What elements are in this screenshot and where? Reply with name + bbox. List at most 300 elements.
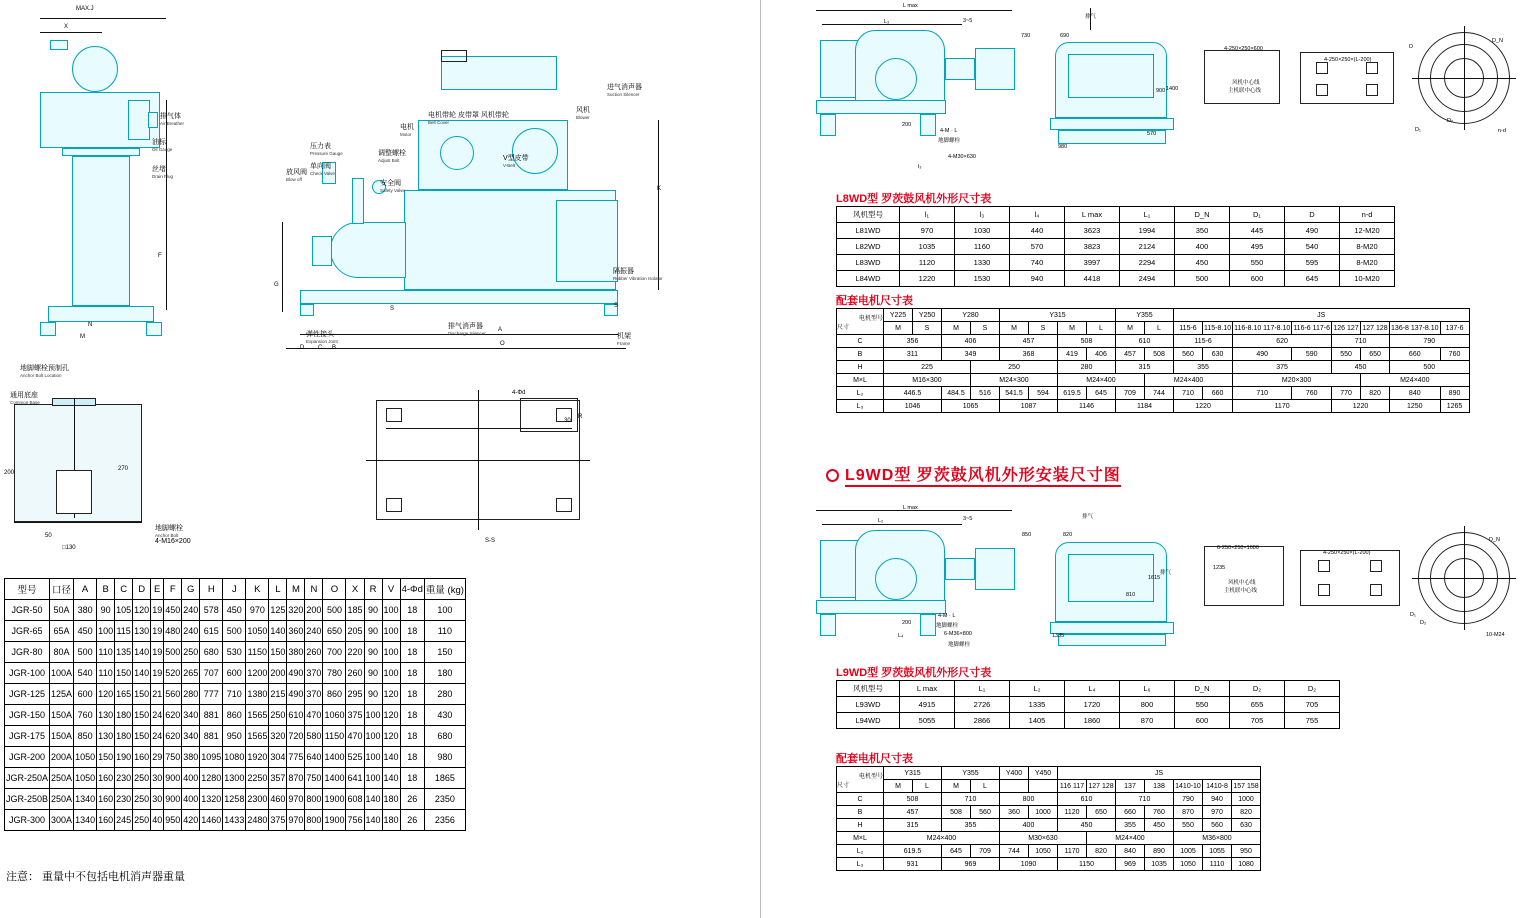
dimension-text-rt-dims-0: L max: [903, 3, 918, 9]
l9-coupling: [945, 558, 975, 580]
dimension-text-rt-dims-22: D₁: [1415, 127, 1421, 133]
cell-r6-c18: 120: [382, 726, 400, 747]
l8wd-col-5: L₁: [1120, 207, 1175, 223]
l9wd-motor-sub-1: L: [913, 780, 942, 793]
l8wd-table-header-row: [837, 207, 1395, 223]
main-table-col-10: J: [223, 579, 246, 600]
check-valve-riser: [352, 178, 364, 224]
dimension-text-19: 4-Φd: [512, 390, 526, 396]
l9wd-motor-cell-r3-c0: M24×400: [884, 832, 1000, 845]
main-table-col-8: G: [182, 579, 200, 600]
l9wd-motor-cell-r2-c0: 315: [884, 819, 942, 832]
main-table-header-row: [5, 579, 466, 600]
l9wd-motor-sub-11: 1410-8: [1203, 780, 1232, 793]
l9wd-motor-cell-r4-c4: 1050: [1029, 845, 1058, 858]
l9wd-cell-r0-c0: L93WD: [837, 697, 900, 713]
l9wd-cell-r0-c1: 4915: [900, 697, 955, 713]
l9wd-motor-cell-r1-c8: 760: [1145, 806, 1174, 819]
l9-foot-right: [920, 614, 936, 636]
dimension-text-15: K: [657, 186, 662, 192]
l8wd-motor-cell-r2-c6: 450: [1332, 361, 1390, 374]
dimension-text-9: G: [274, 282, 279, 288]
l8wd-cell-r1-c5: 2124: [1120, 239, 1175, 255]
l9-motor-block: [820, 540, 860, 598]
l9-fp2-hole-bl: [1318, 584, 1330, 596]
l8wd-cell-r0-c5: 1994: [1120, 223, 1175, 239]
cell-r4-c1: 125A: [50, 684, 74, 705]
dimension-text-rt-dims-18: l₃: [918, 164, 922, 170]
cell-r1-c2: 450: [74, 621, 97, 642]
cell-r9-c5: 250: [133, 789, 151, 810]
l9wd-motor-cell-r0-c7: 1000: [1232, 793, 1261, 806]
l9wd-cell-r0-c7: 655: [1230, 697, 1285, 713]
l9wd-motor-cell-r4-c7: 840: [1116, 845, 1145, 858]
l8wd-cell-r1-c6: 400: [1175, 239, 1230, 255]
cell-r1-c20: 110: [424, 621, 465, 642]
l9wd-col-7: D₂: [1230, 681, 1285, 697]
l8wd-motor-cell-r3-c0: M16×300: [884, 374, 971, 387]
cell-r6-c1: 150A: [50, 726, 74, 747]
cell-r3-c20: 180: [424, 663, 465, 684]
cell-r10-c17: 140: [364, 810, 382, 831]
callout-label-6: 4-M16×200: [155, 538, 191, 545]
l9wd-motor-cell-r4-c9: 1005: [1174, 845, 1203, 858]
cell-r5-c8: 340: [182, 705, 200, 726]
cell-r2-c1: 80A: [50, 642, 74, 663]
cell-r8-c10: 1300: [223, 768, 246, 789]
l8wd-motor-cell-r4-c5: 619.5: [1058, 387, 1087, 400]
l8-dim-l3: [822, 24, 962, 25]
cell-r8-c9: 1280: [200, 768, 223, 789]
cell-r7-c2: 1050: [74, 747, 97, 768]
l8wd-motor-cell-r5-c2: 1087: [1000, 400, 1058, 413]
dimension-text-rt-dims-19: 风机中心线: [1232, 80, 1260, 86]
l8-foot-right: [920, 114, 936, 136]
cell-r2-c11: 1150: [246, 642, 269, 663]
callout-label-13: 电机带轮 皮带罩 风机带轮 Belt Cover: [428, 112, 509, 125]
dimension-text-rt-dims-14: 980: [1058, 144, 1068, 150]
l8wd-motor-cell-r4-c12: 760: [1292, 387, 1332, 400]
l8wd-motor-cell-r4-c13: 770: [1332, 387, 1361, 400]
cell-r9-c20: 2350: [424, 789, 465, 810]
cell-r3-c18: 100: [382, 663, 400, 684]
l8wd-table-body: [837, 223, 1395, 287]
dim-maxj: [40, 18, 166, 19]
cell-r9-c10: 1258: [223, 789, 246, 810]
cell-r9-c18: 180: [382, 789, 400, 810]
l9wd-motor-table-title: 配套电机尺寸表: [836, 753, 913, 765]
cell-r6-c15: 1150: [323, 726, 346, 747]
l9-blower-rotor-circle: [875, 558, 917, 600]
cell-r8-c0: JGR-250A: [5, 768, 50, 789]
dimension-text-6: 270: [118, 466, 129, 472]
cell-r0-c3: 90: [97, 600, 115, 621]
dimension-text-rb-dims-7: 4-250×250×(L-200): [1323, 550, 1371, 556]
l8wd-drawing: [800, 0, 1523, 190]
l8-fp2-hole-bl: [1316, 84, 1328, 96]
front-foot-left: [40, 322, 56, 336]
l8wd-motor-sub-16: 136-8 137-8.10: [1390, 322, 1440, 335]
l8wd-motor-cell-r1-c13: 660: [1390, 348, 1440, 361]
base-plan-hole-bl: [386, 498, 402, 512]
dimension-text-18: S-S: [485, 538, 496, 544]
cell-r3-c12: 200: [269, 663, 287, 684]
dimension-text-20: 30: [564, 418, 571, 424]
cell-r10-c2: 1340: [74, 810, 97, 831]
main-table-body: [5, 600, 466, 831]
l8wd-motor-cell-r3-c4: M20×300: [1233, 374, 1361, 387]
l8wd-cell-r2-c7: 550: [1230, 255, 1285, 271]
cell-r8-c8: 400: [182, 768, 200, 789]
dimension-text-13: A: [498, 327, 503, 333]
l9wd-motor-group-2: Y400: [1000, 767, 1029, 780]
l9wd-col-1: L max: [900, 681, 955, 697]
l8wd-cell-r0-c1: 970: [900, 223, 955, 239]
l9wd-cell-r1-c2: 2866: [955, 713, 1010, 729]
cell-r9-c7: 900: [164, 789, 182, 810]
l9wd-motor-cell-r2-c6: 550: [1174, 819, 1203, 832]
dimension-text-rb-dims-24: D₁: [1410, 612, 1416, 618]
l9wd-motor-cell-r2-c8: 630: [1232, 819, 1261, 832]
cell-r2-c13: 380: [287, 642, 305, 663]
cell-r1-c6: 19: [151, 621, 164, 642]
l8wd-cell-r1-c7: 495: [1230, 239, 1285, 255]
l9wd-motor-sub-5: [1029, 780, 1058, 793]
l8wd-cell-r3-c7: 600: [1230, 271, 1285, 287]
l9wd-motor-sub-7: 127 128: [1087, 780, 1116, 793]
cell-r0-c17: 90: [364, 600, 382, 621]
cell-r3-c0: JGR-100: [5, 663, 50, 684]
l8wd-motor-cell-r0-c3: 508: [1058, 335, 1116, 348]
l8wd-cell-r1-c4: 3823: [1065, 239, 1120, 255]
cell-r3-c2: 540: [74, 663, 97, 684]
cell-r2-c7: 500: [164, 642, 182, 663]
dimension-text-rb-dims-20: 风机中心线: [1228, 580, 1256, 586]
l9wd-motor-cell-r3-c1: M30×630: [1000, 832, 1087, 845]
cell-r9-c8: 400: [182, 789, 200, 810]
cell-r0-c5: 120: [133, 600, 151, 621]
cell-r5-c17: 100: [364, 705, 382, 726]
dimension-text-rb-dims-15: L₄: [898, 633, 904, 639]
l9wd-motor-cell-r4-c6: 820: [1087, 845, 1116, 858]
cell-r0-c10: 450: [223, 600, 246, 621]
cell-r8-c14: 750: [305, 768, 323, 789]
l9wd-col-0: 风机型号: [837, 681, 900, 697]
l8wd-motor-sub-5: S: [1029, 322, 1058, 335]
cell-r8-c18: 140: [382, 768, 400, 789]
l8wd-motor-cell-r4-c4: 594: [1029, 387, 1058, 400]
l9wd-motor-cell-r0-c4: 710: [1116, 793, 1174, 806]
cell-r5-c13: 610: [287, 705, 305, 726]
front-foot-right: [146, 322, 162, 336]
table-row: [837, 793, 1261, 806]
l8wd-motor-cell-r1-c1: 349: [942, 348, 1000, 361]
l8wd-motor-cell-r1-c5: 457: [1116, 348, 1145, 361]
dimension-text-rt-dims-13: 200: [902, 122, 912, 128]
cell-r4-c14: 370: [305, 684, 323, 705]
cell-r9-c9: 1320: [200, 789, 223, 810]
dimension-text-16: S: [614, 303, 619, 309]
cell-r0-c4: 105: [115, 600, 133, 621]
cell-r4-c2: 600: [74, 684, 97, 705]
dimension-text-rt-dims-23: D₂: [1447, 118, 1454, 124]
dim-o-line: [286, 348, 626, 349]
cell-r10-c6: 40: [151, 810, 164, 831]
table-row: [5, 726, 466, 747]
l9wd-motor-cell-r4-c2: 709: [971, 845, 1000, 858]
l8wd-cell-r0-c6: 350: [1175, 223, 1230, 239]
cell-r1-c15: 650: [323, 621, 346, 642]
l9wd-motor-cell-r5-c2: 1090: [1000, 858, 1058, 871]
cell-r4-c15: 860: [323, 684, 346, 705]
cell-r3-c13: 490: [287, 663, 305, 684]
l9wd-motor-cell-r1-c0: 457: [884, 806, 942, 819]
callout-label-17: 隔振器 Rubber Vibration Isolator: [613, 268, 663, 281]
l8wd-motor-table-inner: [836, 308, 1470, 413]
l8wd-cell-r3-c0: L84WD: [837, 271, 900, 287]
cell-r10-c7: 950: [164, 810, 182, 831]
cell-r7-c16: 525: [346, 747, 364, 768]
cell-r3-c6: 19: [151, 663, 164, 684]
cell-r7-c20: 980: [424, 747, 465, 768]
main-table-col-3: B: [97, 579, 115, 600]
l9wd-cell-r1-c4: 1860: [1065, 713, 1120, 729]
l9wd-motor-cell-r2-c2: 400: [1000, 819, 1058, 832]
dimension-text-rb-dims-19: 地脚螺栓: [948, 642, 971, 648]
cell-r10-c16: 756: [346, 810, 364, 831]
cell-r1-c9: 615: [200, 621, 223, 642]
l8wd-motor-cell-r2-c1: 250: [971, 361, 1058, 374]
cell-r3-c10: 600: [223, 663, 246, 684]
l8wd-motor-cell-r5-c8: 1250: [1390, 400, 1440, 413]
base-plan-hole-br: [556, 498, 572, 512]
cell-r4-c16: 295: [346, 684, 364, 705]
cell-r0-c16: 185: [346, 600, 364, 621]
cell-r5-c2: 760: [74, 705, 97, 726]
l8wd-motor-cell-r2-c4: 355: [1174, 361, 1233, 374]
l9wd-motor-sub-2: M: [942, 780, 971, 793]
shaft-end: [148, 112, 158, 128]
dimension-text-rb-dims-18: 6-M36×800: [944, 631, 972, 637]
cell-r8-c7: 900: [164, 768, 182, 789]
dimension-text-rt-dims-20: 主机联中心线: [1228, 88, 1262, 94]
cell-r0-c2: 380: [74, 600, 97, 621]
l9wd-motor-cell-r1-c11: 820: [1232, 806, 1261, 819]
table-row: [837, 374, 1470, 387]
l8wd-motor-rowkey-4: L₂: [837, 387, 884, 400]
l8wd-motor-cell-r1-c9: 490: [1233, 348, 1292, 361]
callout-label-18: 机架 Frame: [617, 333, 631, 346]
cell-r10-c8: 420: [182, 810, 200, 831]
cell-r3-c15: 780: [323, 663, 346, 684]
l9wd-table-header-row: [837, 681, 1340, 697]
l8wd-motor-cell-r1-c2: 368: [1000, 348, 1058, 361]
l9wd-motor-cell-r2-c7: 560: [1203, 819, 1232, 832]
cell-r7-c19: 18: [400, 747, 424, 768]
dimension-text-rt-dims-4: 730: [1021, 33, 1031, 39]
cell-r7-c0: JGR-200: [5, 747, 50, 768]
l8wd-cell-r2-c2: 1330: [955, 255, 1010, 271]
table-row: [5, 747, 466, 768]
cell-r0-c18: 100: [382, 600, 400, 621]
cell-r0-c19: 18: [400, 600, 424, 621]
l8wd-cell-r2-c4: 3997: [1065, 255, 1120, 271]
l8wd-motor-cell-r2-c7: 500: [1390, 361, 1469, 374]
cell-r1-c16: 205: [346, 621, 364, 642]
l8wd-motor-group-1: Y250: [913, 309, 942, 322]
l8wd-motor-cell-r5-c6: 1170: [1233, 400, 1332, 413]
cell-r6-c4: 180: [115, 726, 133, 747]
l9wd-motor-rowkey-5: L₃: [837, 858, 884, 871]
dimension-text-rb-dims-17: 地脚螺栓: [936, 623, 959, 629]
dimension-text-11: C: [318, 345, 323, 351]
l9wd-motor-group-3: Y450: [1029, 767, 1058, 780]
cell-r7-c7: 750: [164, 747, 182, 768]
cell-r5-c15: 1060: [323, 705, 346, 726]
l8wd-motor-cell-r4-c6: 645: [1087, 387, 1116, 400]
cell-r4-c20: 280: [424, 684, 465, 705]
cell-r2-c0: JGR-80: [5, 642, 50, 663]
cell-r10-c14: 800: [305, 810, 323, 831]
cell-r2-c3: 110: [97, 642, 115, 663]
l8wd-cell-r3-c2: 1530: [955, 271, 1010, 287]
l8wd-motor-cell-r4-c1: 484.5: [942, 387, 971, 400]
l9wd-motor-cell-r0-c3: 610: [1058, 793, 1116, 806]
l9wd-motor-group-1: Y355: [942, 767, 1000, 780]
l8wd-motor-cell-r0-c4: 610: [1116, 335, 1174, 348]
cell-r1-c19: 18: [400, 621, 424, 642]
table-row: [837, 348, 1470, 361]
cell-r4-c9: 777: [200, 684, 223, 705]
l9wd-motor-cell-r1-c1: 508: [942, 806, 971, 819]
l8wd-col-6: D_N: [1175, 207, 1230, 223]
l9-base-beam: [816, 600, 946, 614]
callout-label-5: 地脚螺栓 Anchor Bolt: [155, 525, 183, 538]
l8wd-motor-sub-6: M: [1058, 322, 1087, 335]
l8wd-motor-cell-r5-c4: 1184: [1116, 400, 1174, 413]
l8wd-cell-r2-c6: 450: [1175, 255, 1230, 271]
l8wd-motor-cell-r3-c5: M24×400: [1361, 374, 1469, 387]
dimension-text-rt-dims-21: n-d: [1498, 128, 1506, 134]
front-base-plate: [62, 148, 140, 156]
cell-r7-c8: 380: [182, 747, 200, 768]
base-plan-centerline-v: [478, 390, 479, 530]
callout-label-0: 排气体 Air Breather: [160, 113, 185, 126]
l9wd-motor-cell-r1-c5: 1120: [1058, 806, 1087, 819]
l9wd-motor-cell-r0-c2: 800: [1000, 793, 1058, 806]
l8wd-motor-cell-r5-c3: 1146: [1058, 400, 1116, 413]
l9wd-motor-cell-r2-c1: 355: [942, 819, 1000, 832]
table-row: [837, 239, 1395, 255]
dimension-text-rt-dims-15: 4-M · L: [940, 128, 958, 134]
l8wd-col-7: D₁: [1230, 207, 1285, 223]
l8wd-motor-sub-4: M: [1000, 322, 1029, 335]
cell-r10-c5: 250: [133, 810, 151, 831]
cell-r8-c11: 2250: [246, 768, 269, 789]
l8wd-motor-sub-11: 115-8.10: [1203, 322, 1233, 335]
l9-drive-unit: [975, 548, 1015, 590]
l8wd-cell-r2-c9: 8-M20: [1340, 255, 1395, 271]
cell-r0-c7: 450: [164, 600, 182, 621]
front-frame-beam: [48, 306, 154, 322]
cell-r2-c18: 100: [382, 642, 400, 663]
table-row: [5, 705, 466, 726]
cell-r9-c6: 30: [151, 789, 164, 810]
cell-r2-c15: 700: [323, 642, 346, 663]
blower-front-inlet-circle: [72, 46, 118, 92]
dimension-text-rb-dims-16: 4-M · L: [938, 613, 956, 619]
cell-r9-c12: 460: [269, 789, 287, 810]
l8wd-motor-cell-r0-c0: 356: [884, 335, 942, 348]
table-row: [837, 819, 1261, 832]
l9-fp2-hole-tr: [1370, 560, 1382, 572]
l8wd-cell-r0-c0: L81WD: [837, 223, 900, 239]
cell-r6-c7: 620: [164, 726, 182, 747]
motor-pulley: [440, 136, 474, 170]
l8-fp2-hole-br: [1366, 84, 1378, 96]
cell-r4-c0: JGR-125: [5, 684, 50, 705]
l8wd-cell-r1-c9: 8-M20: [1340, 239, 1395, 255]
l8wd-col-9: n-d: [1340, 207, 1395, 223]
l9wd-motor-cell-r1-c6: 650: [1087, 806, 1116, 819]
cell-r8-c16: 641: [346, 768, 364, 789]
cell-r1-c18: 100: [382, 621, 400, 642]
l9wd-motor-cell-r5-c8: 1080: [1232, 858, 1261, 871]
l9wd-motor-cell-r0-c6: 940: [1203, 793, 1232, 806]
table-row: [837, 858, 1261, 871]
main-table-col-14: N: [305, 579, 323, 600]
l8wd-motor-cell-r0-c8: 790: [1390, 335, 1469, 348]
l8wd-cell-r2-c1: 1120: [900, 255, 955, 271]
cell-r7-c17: 100: [364, 747, 382, 768]
l8wd-motor-cell-r4-c10: 660: [1203, 387, 1233, 400]
l9wd-motor-cell-r1-c10: 970: [1203, 806, 1232, 819]
base-plan-hole-tl: [386, 408, 402, 422]
cell-r5-c6: 24: [151, 705, 164, 726]
cell-r9-c11: 2300: [246, 789, 269, 810]
l9wd-table-body: [837, 697, 1340, 729]
dimension-text-8: □130: [62, 545, 76, 551]
l9wd-banner: [826, 462, 1121, 485]
callout-label-4: 通用底座 Common Base: [10, 392, 40, 405]
main-table-col-18: V: [382, 579, 400, 600]
l8wd-motor-sub-10: 115-6: [1174, 322, 1203, 335]
cell-r10-c0: JGR-300: [5, 810, 50, 831]
l9wd-col-4: L₄: [1065, 681, 1120, 697]
cell-r7-c15: 1400: [323, 747, 346, 768]
cell-r4-c18: 120: [382, 684, 400, 705]
l9wd-motor-cell-r4-c5: 1170: [1058, 845, 1087, 858]
main-table-col-15: O: [323, 579, 346, 600]
cell-r4-c5: 150: [133, 684, 151, 705]
banner-text: L9WD型 罗茨鼓风机外形安装尺寸图: [845, 467, 1121, 487]
dimension-text-rt-dims-2: 3~5: [963, 18, 973, 24]
cell-r9-c4: 230: [115, 789, 133, 810]
l8wd-dimension-table: [836, 206, 1395, 287]
dimension-text-rb-dims-11: 810: [1126, 592, 1136, 598]
cell-r6-c16: 470: [346, 726, 364, 747]
dimension-text-rt-dims-1: L₃: [884, 19, 890, 25]
l9wd-motor-cell-r5-c4: 969: [1116, 858, 1145, 871]
cell-r8-c17: 100: [364, 768, 382, 789]
cell-r9-c14: 800: [305, 789, 323, 810]
l8wd-motor-sub-7: L: [1087, 322, 1116, 335]
l9wd-motor-group-0: Y315: [884, 767, 942, 780]
l8wd-cell-r1-c1: 1035: [900, 239, 955, 255]
panel-divider: [760, 0, 761, 918]
l8wd-cell-r2-c5: 2294: [1120, 255, 1175, 271]
cell-r4-c3: 120: [97, 684, 115, 705]
